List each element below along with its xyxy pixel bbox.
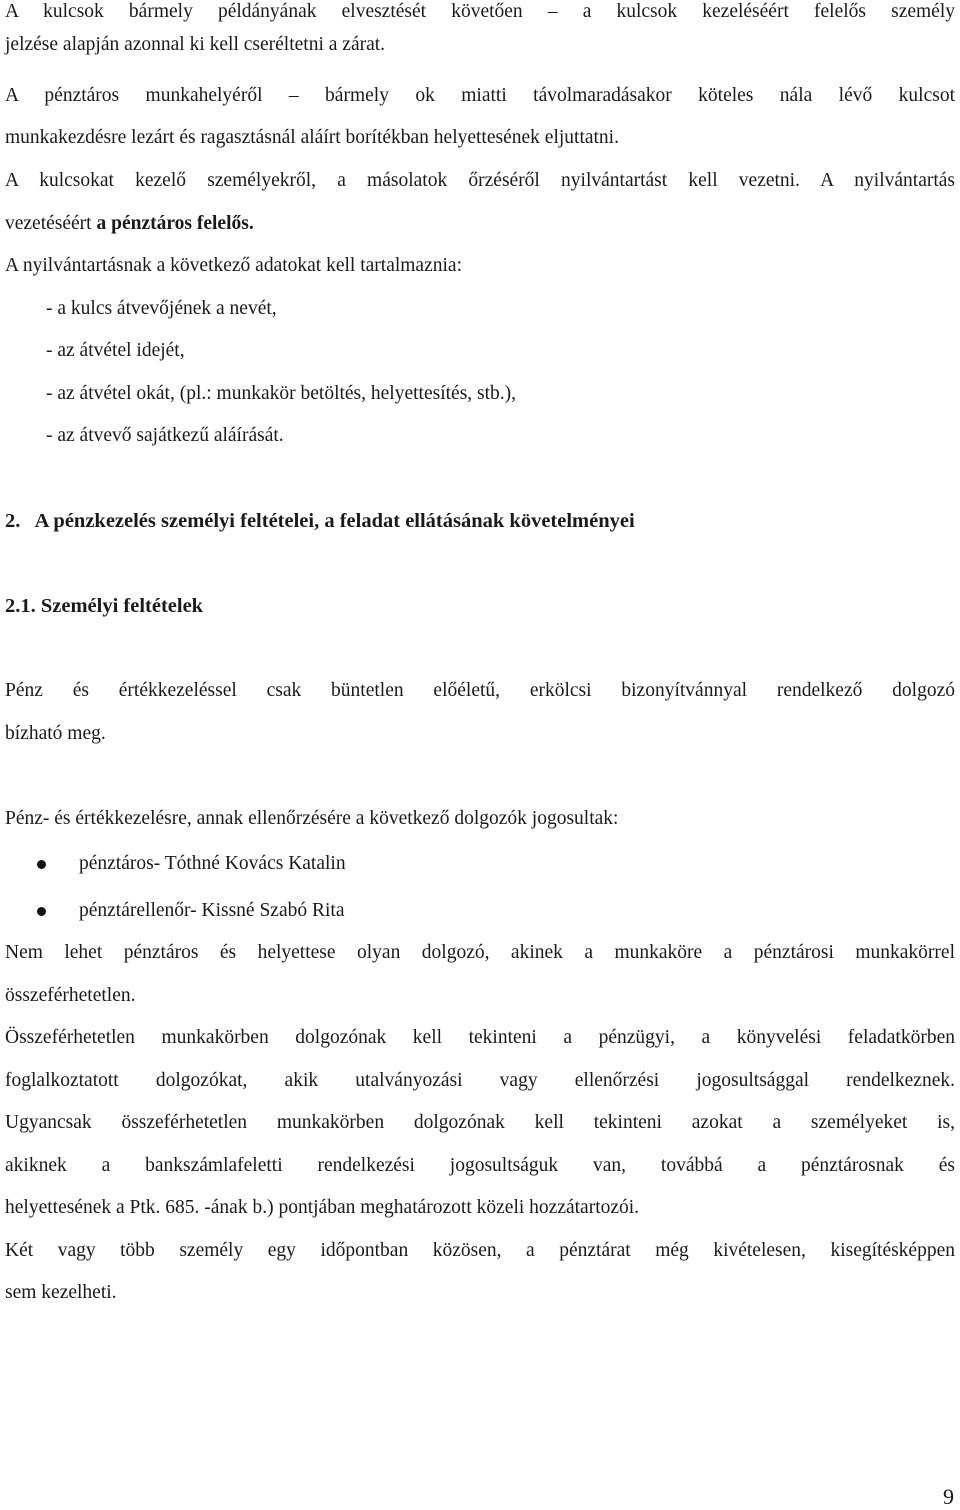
text-line (5, 212, 254, 236)
text-line: foglalkoztatott dolgozókat, akik utalványozási vagy ellenőrzési jogosultsággal rendelkeznek. (5, 1070, 955, 1091)
text-line: A nyilvántartásnak a következő adatokat kell tartalmaznia: (5, 255, 462, 276)
text-span: vezetéséért (5, 213, 97, 234)
section-heading: 2. A pénzkezelés személyi feltételei, a feladat ellátásának követelményei (5, 510, 635, 532)
list-item: - az átvétel okát, (pl.: munkakör betöltés, helyettesítés, stb.), (46, 383, 517, 404)
text-line: Pénz- és értékkezelésre, annak ellenőrzésére a következő dolgozók jogosultak: (5, 808, 619, 829)
list-item: - a kulcs átvevőjének a nevét, (46, 298, 277, 319)
text-line: Ugyancsak összeférhetetlen munkakörben dolgozónak kell tekinteni azokat a személyeket is, (5, 1112, 955, 1133)
list-item: pénztáros- Tóthné Kovács Katalin (79, 853, 346, 874)
text-line: A pénztáros munkahelyéről – bármely ok miatti távolmaradásakor köteles nála lévő kulcsot (5, 85, 955, 106)
subsection-heading: 2.1. Személyi feltételek (5, 595, 204, 617)
list-item: - az átvevő sajátkezű aláírását. (46, 425, 284, 446)
text-line: munkakezdésre lezárt és ragasztásnál aláírt borítékban helyettesének eljuttatni. (5, 127, 619, 148)
bullet-icon (37, 860, 46, 869)
text-line: sem kezelheti. (5, 1282, 117, 1303)
text-line: Nem lehet pénztáros és helyettese olyan dolgozó, akinek a munkaköre a pénztárosi munkakörrel (5, 942, 955, 963)
text-line: Pénz és értékkezeléssel csak büntetlen előéletű, erkölcsi bizonyítvánnyal rendelkező dolgozó (5, 680, 955, 701)
bullet-icon (37, 907, 46, 916)
text-line: jelzése alapján azonnal ki kell cseréltetni a zárat. (5, 34, 386, 55)
bold-text: a pénztáros felelős. (96, 213, 254, 234)
list-item: pénztárellenőr- Kissné Szabó Rita (79, 900, 345, 921)
page-number: 9 (943, 1484, 954, 1509)
text-line: akiknek a bankszámlafeletti rendelkezési jogosultságuk van, továbbá a pénztárosnak és (5, 1155, 955, 1176)
text-line: Összeférhetetlen munkakörben dolgozónak kell tekinteni a pénzügyi, a könyvelési feladatkörben (5, 1027, 955, 1048)
text-line: bízható meg. (5, 723, 106, 744)
text-line: helyettesének a Ptk. 685. -ának b.) pontjában meghatározott közeli hozzátartozói. (5, 1197, 640, 1218)
text-line: A kulcsok bármely példányának elvesztését követően – a kulcsok kezeléséért felelős személy (5, 1, 955, 22)
list-item: - az átvétel idejét, (46, 340, 185, 361)
text-line: Két vagy több személy egy időpontban közösen, a pénztárat még kivételesen, kisegítésképpen (5, 1240, 955, 1261)
text-line: összeférhetetlen. (5, 985, 136, 1006)
text-line: A kulcsokat kezelő személyekről, a másolatok őrzéséről nyilvántartást kell vezetni. A nyilvántartás (5, 170, 955, 191)
